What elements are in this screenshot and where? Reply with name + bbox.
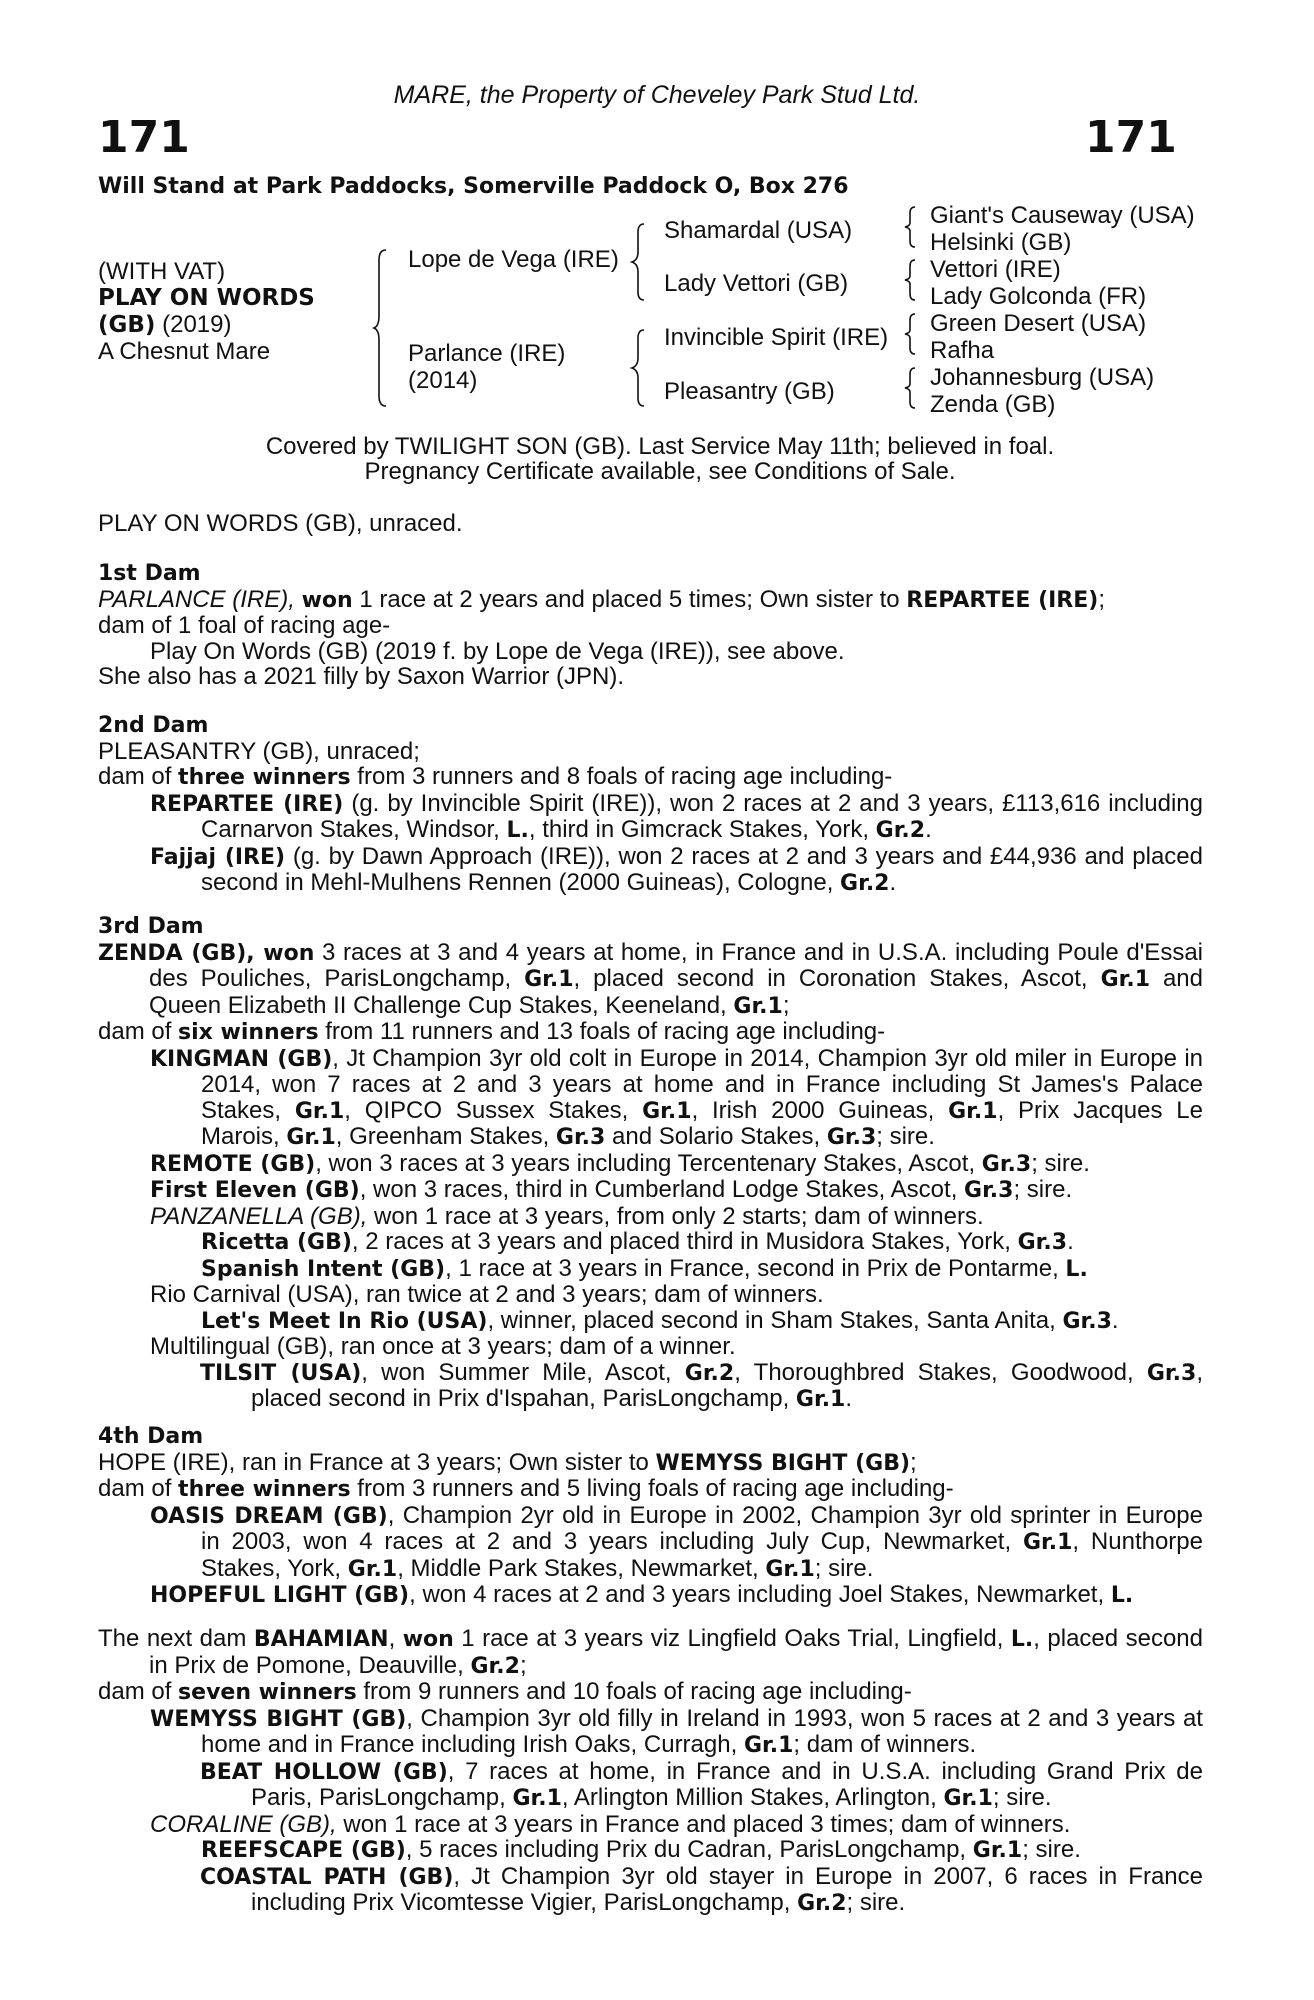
vendor-line: MARE, the Property of Cheveley Park Stud Ltd. xyxy=(393,81,921,109)
dam-name: Parlance (IRE) xyxy=(408,340,566,367)
lot-number-left: 171 xyxy=(98,112,190,163)
gen2-sire-sire: Shamardal (USA) xyxy=(664,217,853,244)
gen2-dam-sire: Invincible Spirit (IRE) xyxy=(664,324,889,351)
section-heading: 4th Dam xyxy=(98,1424,204,1449)
brace-sire xyxy=(632,222,646,302)
gen2-dam-dam: Pleasantry (GB) xyxy=(664,378,835,405)
gen3-6: Rafha xyxy=(930,337,995,364)
gen3-5: Green Desert (USA) xyxy=(930,310,1147,337)
brace-g3-2 xyxy=(905,258,917,302)
lot-name: PLAY ON WORDS xyxy=(98,285,315,311)
gen3-2: Helsinki (GB) xyxy=(930,229,1072,256)
gen2-sire-dam: Lady Vettori (GB) xyxy=(664,270,849,297)
lot-number-right: 171 xyxy=(1085,112,1177,163)
pregnancy-note: Pregnancy Certificate available, see Conditions of Sale. xyxy=(364,458,956,485)
brace-g3-4 xyxy=(905,366,917,410)
second-dam-section: 2nd Dam PLEASANTRY (GB), unraced; dam of three winners from 3 runners and 8 foals of racing age including- REPARTEE (IRE) (g. by Invincible Spirit (IRE)), won 2 races at 2 and 3 years, £113,616 including Carnarvon Stakes, Windsor, L., third in Gimcrack Stakes, York, Gr.2. Fajjaj (IRE) (g. by Dawn Approach (IRE)), won 2 races at 2 and 3 years and £44,936 and placed second in Mehl-Mulhens Rennen (2000 Guineas), Cologne, Gr.2. xyxy=(98,713,1203,896)
gen3-7: Johannesburg (USA) xyxy=(930,364,1155,391)
gen3-4: Lady Golconda (FR) xyxy=(930,283,1147,310)
vat-note: (WITH VAT) xyxy=(98,258,226,285)
gen3-8: Zenda (GB) xyxy=(930,391,1056,418)
stand-location: Will Stand at Park Paddocks, Somerville Paddock O, Box 276 xyxy=(98,174,849,199)
next-dam-section: The next dam BAHAMIAN, won 1 race at 3 years viz Lingfield Oaks Trial, Lingfield, L., placed second in Prix de Pomone, Deauville, Gr.2; dam of seven winners from 9 runners and 10 foals of racing age including- WEMYSS BIGHT (GB), Champion 3yr old filly in Ireland in 1993, won 5 races at 2 and 3 years at home and in France including Irish Oaks, Curragh, Gr.1; dam of winners. BEAT HOLLOW (GB), 7 races at home, in France and in U.S.A. including Grand Prix de Paris, ParisLongchamp, Gr.1, Arlington Million Stakes, Arlington, Gr.1; sire. CORALINE (GB), won 1 race at 3 years in France and placed 3 times; dam of winners. REEFSCAPE (GB), 5 races including Prix du Cadran, ParisLongchamp, Gr.1; sire. COASTAL PATH (GB), Jt Champion 3yr old stayer in Europe in 2007, 6 races in France including Prix Vicomtesse Vigier, ParisLongchamp, Gr.2; sire. xyxy=(98,1625,1204,1916)
lot-description: A Chesnut Mare xyxy=(98,338,271,365)
brace-main xyxy=(374,248,388,408)
third-dam-section: 3rd Dam ZENDA (GB), won 3 races at 3 and 4 years at home, in France and in U.S.A. including Poule d'Essai des Pouliches, ParisLongchamp, Gr.1, placed second in Coronation Stakes, Ascot, Gr.1 and Queen Elizabeth II Challenge Cup Stakes, Keeneland, Gr.1; dam of six winners from 11 runners and 13 foals of racing age including- KINGMAN (GB), Jt Champion 3yr old colt in Europe in 2014, Champion 3yr old miler in Europe in 2014, won 7 races at 2 and 3 years at home and in France including St James's Palace Stakes, Gr.1, QIPCO Sussex Stakes, Gr.1, Irish 2000 Guineas, Gr.1, Prix Jacques Le Marois, Gr.1, Greenham Stakes, Gr.3 and Solario Stakes, Gr.3; sire. REMOTE (GB), won 3 races at 3 years including Tercentenary Stakes, Ascot, Gr.3; sire. First Eleven (GB), won 3 races, third in Cumberland Lodge Stakes, Ascot, Gr.3; sire. PANZANELLA (GB), won 1 race at 3 years, from only 2 starts; dam of winners. Ricetta (GB), 2 races at 3 years and placed third in Musidora Stakes, York, Gr.3. Spanish Intent (GB), 1 race at 3 years in France, second in Prix de Pontarme, L. Rio Carnival (USA), ran twice at 2 and 3 years; dam of winners. Let's Meet In Rio (USA), winner, placed second in Sham Stakes, Santa Anita, Gr.3. Multilingual (GB), ran once at 3 years; dam of a winner. TILSIT (USA), won Summer Mile, Ascot, Gr.2, Thoroughbred Stakes, Goodwood, Gr.3, placed second in Prix d'Ispahan, ParisLongchamp, Gr.1. xyxy=(98,914,1204,1412)
gen3-3: Vettori (IRE) xyxy=(930,256,1061,283)
race-record: PLAY ON WORDS (GB), unraced. xyxy=(98,510,463,537)
section-heading: 3rd Dam xyxy=(98,914,204,939)
covered-note: Covered by TWILIGHT SON (GB). Last Service May 11th; believed in foal. xyxy=(265,433,1055,460)
section-heading: 1st Dam xyxy=(98,561,201,586)
section-heading: 2nd Dam xyxy=(98,713,209,738)
dam-year: (2014) xyxy=(408,367,478,394)
brace-g3-3 xyxy=(905,312,917,356)
brace-g3-1 xyxy=(905,205,917,249)
first-dam-section: 1st Dam PARLANCE (IRE), won 1 race at 2 years and placed 5 times; Own sister to REPARTEE (IRE); dam of 1 foal of racing age- Play On Words (GB) (2019 f. by Lope de Vega (IRE)), see above. She also has a 2021 filly by Saxon Warrior (JPN). xyxy=(98,561,1106,690)
fourth-dam-section: 4th Dam HOPE (IRE), ran in France at 3 years; Own sister to WEMYSS BIGHT (GB); dam of three winners from 3 runners and 5 living foals of racing age including- OASIS DREAM (GB), Champion 2yr old in Europe in 2002, Champion 3yr old sprinter in Europe in 2003, won 4 races at 2 and 3 years including July Cup, Newmarket, Gr.1, Nunthorpe Stakes, York, Gr.1, Middle Park Stakes, Newmarket, Gr.1; sire. HOPEFUL LIGHT (GB), won 4 races at 2 and 3 years including Joel Stakes, Newmarket, L. xyxy=(98,1424,1204,1608)
sire-name: Lope de Vega (IRE) xyxy=(408,246,619,273)
lot-name-suffix: (GB) (2019) xyxy=(98,311,232,338)
brace-dam xyxy=(632,328,646,408)
gen3-1: Giant's Causeway (USA) xyxy=(930,202,1195,229)
